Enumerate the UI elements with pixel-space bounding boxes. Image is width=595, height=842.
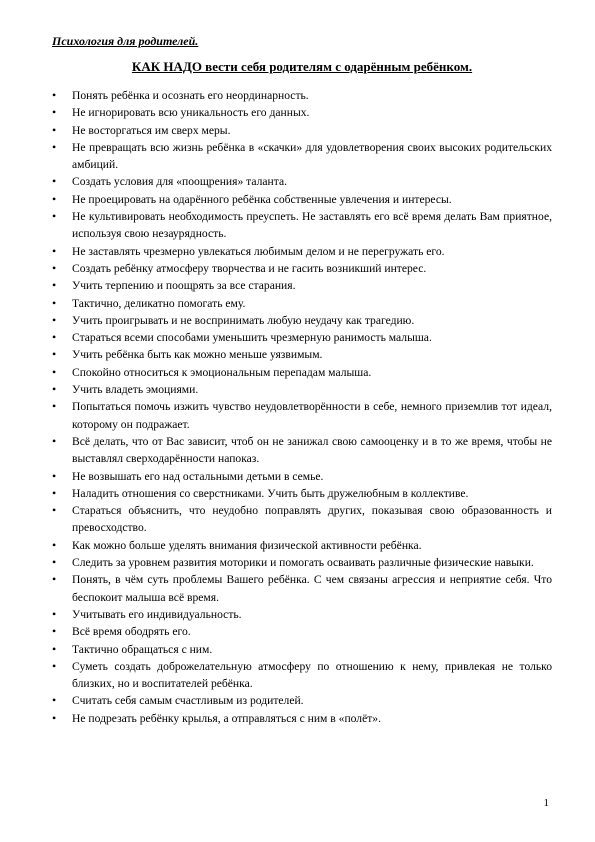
list-item: • Учить проигрывать и не воспринимать любую неудачу как трагедию. <box>52 312 552 329</box>
list-item: • Создать ребёнку атмосферу творчества и не гасить возникший интерес. <box>52 260 552 277</box>
list-item: • Не восторгаться им сверх меры. <box>52 122 552 139</box>
list-item: • Спокойно относиться к эмоциональным перепадам малыша. <box>52 364 552 381</box>
list-item: • Не проецировать на одарённого ребёнка собственные увлечения и интересы. <box>52 191 552 208</box>
list-item: • Считать себя самым счастливым из родителей. <box>52 692 552 709</box>
list-item: • Всё время ободрять его. <box>52 623 552 640</box>
list-item: • Попытаться помочь изжить чувство неудовлетворённости в себе, немного приземлив тот идеал, которому он подражает. <box>52 398 552 433</box>
list-item: • Тактично, деликатно помогать ему. <box>52 295 552 312</box>
list-item: • Не игнорировать всю уникальность его данных. <box>52 104 552 121</box>
page-number: 1 <box>543 797 549 809</box>
list-item: • Стараться всеми способами уменьшить чрезмерную ранимость малыша. <box>52 329 552 346</box>
list-item: • Учить ребёнка быть как можно меньше уязвимым. <box>52 346 552 363</box>
list-item: • Стараться объяснить, что неудобно поправлять других, показывая свою образованность и превосходство. <box>52 502 552 537</box>
list-item: • Всё делать, что от Вас зависит, чтоб он не занижал свою самооценку и в то же время, чтобы не выставлял сверходарённости напоказ. <box>52 433 552 468</box>
list-item: • Учить владеть эмоциями. <box>52 381 552 398</box>
list-item: • Создать условия для «поощрения» таланта. <box>52 173 552 190</box>
list-item: • Не превращать всю жизнь ребёнка в «скачки» для удовлетворения своих высоких родительских амбиций. <box>52 139 552 174</box>
list-item: • Понять ребёнка и осознать его неординарность. <box>52 87 552 104</box>
list-item: • Понять, в чём суть проблемы Вашего ребёнка. С чем связаны агрессия и неприятие себя. Что беспокоит малыша всё время. <box>52 571 552 606</box>
list-item: • Наладить отношения со сверстниками. Учить быть дружелюбным в коллективе. <box>52 485 552 502</box>
list-item: • Учитывать его индивидуальность. <box>52 606 552 623</box>
list-item: • Как можно больше уделять внимания физической активности ребёнка. <box>52 537 552 554</box>
list-item: • Не возвышать его над остальными детьми в семье. <box>52 468 552 485</box>
advice-list <box>52 87 552 727</box>
list-item: • Не подрезать ребёнку крылья, а отправляться с ним в «полёт». <box>52 710 552 727</box>
list-item: • Учить терпению и поощрять за все старания. <box>52 277 552 294</box>
list-item: • Суметь создать доброжелательную атмосферу по отношению к нему, привлекая не только близких, но и воспитателей ребёнка. <box>52 658 552 693</box>
page-title: КАК НАДО вести себя родителям с одарённым ребёнком. <box>131 59 473 74</box>
list-item: • Не культивировать необходимость преуспеть. Не заставлять его всё время делать Вам приятное, используя свою незаурядность. <box>52 208 552 243</box>
list-item: • Следить за уровнем развития моторики и помогать осваивать различные физические навыки. <box>52 554 552 571</box>
list-item: • Тактично обращаться с ним. <box>52 641 552 658</box>
section-title: Психология для родителей. <box>52 34 199 48</box>
list-item: • Не заставлять чрезмерно увлекаться любимым делом и не перегружать его. <box>52 243 552 260</box>
